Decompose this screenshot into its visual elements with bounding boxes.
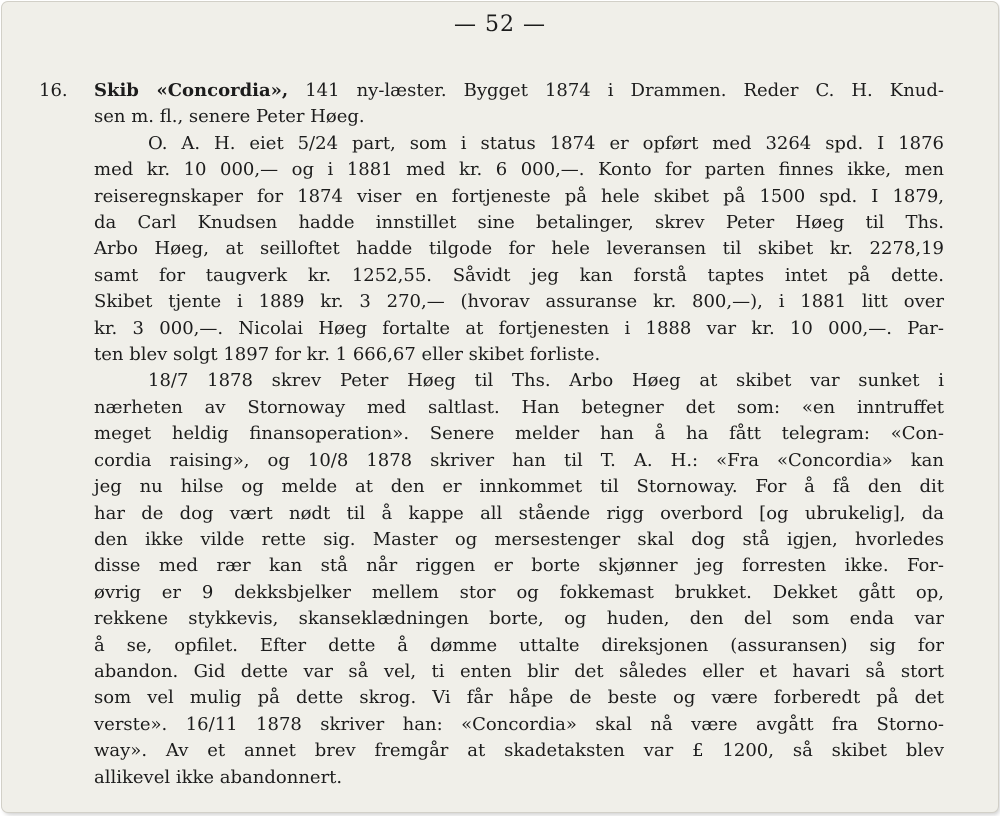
text-line: øvrig er 9 dekksbjelker mellem stor og fokkemast brukket. Dekket gått op, [94,581,944,603]
text-line: den ikke vilde rette sig. Master og mersestenger skal dog stå igjen, hvorledes [94,528,944,550]
entry-number: 16. [39,80,68,101]
text-line: sen m. fl., senere Peter Høeg. [94,106,365,128]
text-line: Skibet tjente i 1889 kr. 3 270,— (hvorav assuranse kr. 800,—), i 1881 litt over [94,291,944,313]
text-line: samt for taugverk kr. 1252,55. Såvidt jeg kan forstå taptes intet på dette. [94,264,944,286]
text-line: meget heldig finansoperation». Senere melder han å ha fått telegram: «Con- [94,423,944,445]
text-line-rest: 141 ny-læster. Bygget 1874 i Drammen. Reder C. H. Knud- [288,80,944,101]
text-line: cordia raising», og 10/8 1878 skriver han til T. A. H.: «Fra «Concordia» kan [94,449,944,471]
text-line: verste». 16/11 1878 skriver han: «Concordia» skal nå være avgått fra Storno- [94,713,944,735]
text-line: rekkene stykkevis, skanseklædningen borte, og huden, den del som enda var [94,608,944,630]
text-line: reiseregnskaper for 1874 viser en fortjeneste på hele skibet på 1500 spd. I 1879, [94,185,944,207]
text-line: med kr. 10 000,— og i 1881 med kr. 6 000,—. Konto for parten finnes ikke, men [94,159,944,181]
text-line: disse med rær kan stå når riggen er borte skjønner jeg forresten ikke. For- [94,555,944,577]
entry-text [94,78,944,791]
text-line: har de dog vært nødt til å kappe all stående rigg overbord [og ubrukelig], da [94,502,944,524]
text-line: 18/7 1878 skrev Peter Høeg til Ths. Arbo Høeg at skibet var sunket i [148,370,944,392]
text-line: ten blev solgt 1897 for kr. 1 666,67 eller skibet forliste. [94,344,601,366]
text-line: Arbo Høeg, at seilloftet hadde tilgode for hele leveransen til skibet kr. 2278,19 [94,238,944,260]
text-line: jeg nu hilse og melde at den er innkommet til Stornoway. For å få den dit [94,476,944,498]
text-line [94,78,944,104]
page-number: — 52 — [454,12,546,37]
text-line: O. A. H. eiet 5/24 part, som i status 1874 er opført med 3264 spd. I 1876 [148,132,944,154]
document-page [2,2,998,812]
text-line: som vel mulig på dette skrog. Vi får håpe de beste og være forberedt på det [94,687,944,709]
text-line: way». Av et annet brev fremgår at skadetaksten var £ 1200, så skibet blev [94,740,944,762]
text-line: å se, opfilet. Efter dette å dømme uttalte direksjonen (assuransen) sig for [94,634,944,656]
text-line: kr. 3 000,—. Nicolai Høeg fortalte at fortjenesten i 1888 var kr. 10 000,—. Par- [94,317,944,339]
ship-name: Skib «Concordia», [94,80,289,101]
text-line: nærheten av Stornoway med saltlast. Han betegner det som: «en inntruffet [94,396,944,418]
text-line: allikevel ikke abandonnert. [94,766,343,788]
text-line: da Carl Knudsen hadde innstillet sine betalinger, skrev Peter Høeg til Ths. [94,212,944,234]
text-line: abandon. Gid dette var så vel, ti enten blir det således eller et havari så stort [94,660,944,682]
